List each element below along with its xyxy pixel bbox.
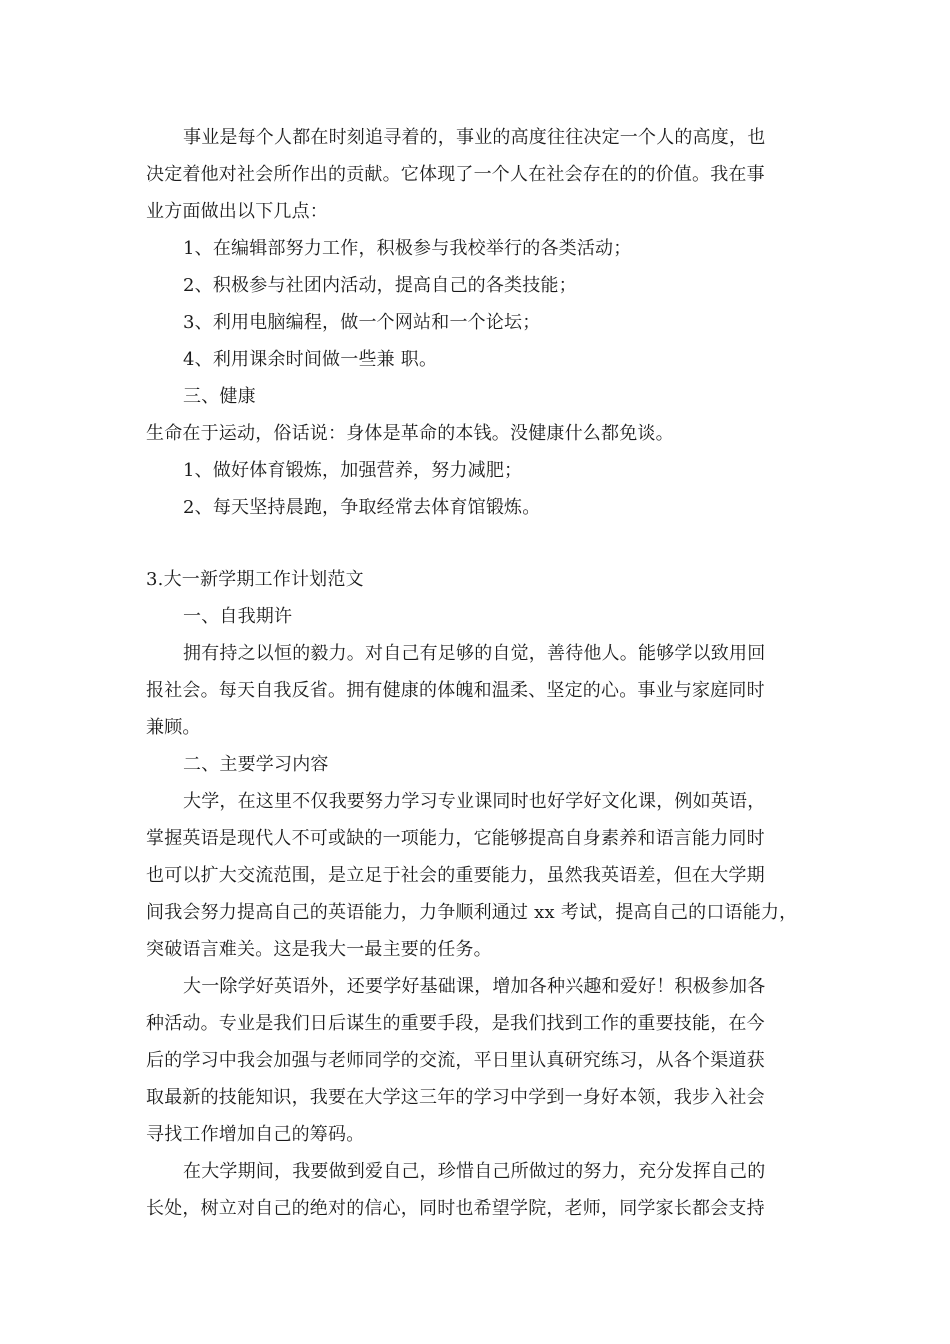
- section-heading-self-expectation: 一、自我期许: [183, 606, 293, 627]
- health-item-2: 2、每天坚持晨跑，争取经常去体育馆锻炼。: [183, 497, 541, 518]
- study-paragraph-3-line-2: 长处，树立对自己的绝对的信心，同时也希望学院，老师，同学家长都会支持: [146, 1198, 765, 1219]
- study-paragraph-3-line-1: 在大学期间，我要做到爱自己，珍惜自己所做过的努力，充分发挥自己的: [183, 1161, 766, 1182]
- study-paragraph-2-line-2: 种活动。专业是我们日后谋生的重要手段，是我们找到工作的重要技能，在今: [146, 1013, 765, 1034]
- study-paragraph-2-line-5: 寻找工作增加自己的筹码。: [146, 1124, 365, 1145]
- study-paragraph-1-line-2: 掌握英语是现代人不可或缺的一项能力，它能够提高自身素养和语言能力同时: [146, 828, 765, 849]
- section-heading-study-content: 二、主要学习内容: [183, 754, 329, 775]
- health-intro: 生命在于运动，俗话说：身体是革命的本钱。没健康什么都免谈。: [146, 423, 674, 444]
- self-expectation-line-2: 报社会。每天自我反省。拥有健康的体魄和温柔、坚定的心。事业与家庭同时: [146, 680, 765, 701]
- self-expectation-line-1: 拥有持之以恒的毅力。对自己有足够的自觉，善待他人。能够学以致用回: [183, 643, 766, 664]
- self-expectation-line-3: 兼顾。: [146, 717, 201, 738]
- career-paragraph-line-2: 决定着他对社会所作出的贡献。它体现了一个人在社会存在的的价值。我在事: [146, 164, 765, 185]
- study-paragraph-1-line-5: 突破语言难关。这是我大一最主要的任务。: [146, 939, 492, 960]
- study-paragraph-1-line-3: 也可以扩大交流范围，是立足于社会的重要能力，虽然我英语差，但在大学期: [146, 865, 765, 886]
- health-item-1: 1、做好体育锻炼，加强营养，努力减肥；: [183, 460, 523, 481]
- career-paragraph-line-3: 业方面做出以下几点：: [146, 201, 328, 222]
- career-paragraph-line-1: 事业是每个人都在时刻追寻着的，事业的高度往往决定一个人的高度，也: [183, 127, 766, 148]
- career-item-4: 4、利用课余时间做一些兼 职。: [183, 349, 438, 370]
- study-paragraph-1-line-4: 间我会努力提高自己的英语能力，力争顺利通过 xx 考试，提高自己的口语能力，: [146, 902, 798, 923]
- article-title: 3.大一新学期工作计划范文: [146, 569, 364, 590]
- study-paragraph-2-line-1: 大一除学好英语外，还要学好基础课，增加各种兴趣和爱好！积极参加各: [183, 976, 766, 997]
- health-heading: 三、健康: [183, 386, 256, 407]
- career-item-2: 2、积极参与社团内活动，提高自己的各类技能；: [183, 275, 577, 296]
- study-paragraph-2-line-4: 取最新的技能知识，我要在大学这三年的学习中学到一身好本领，我步入社会: [146, 1087, 765, 1108]
- study-paragraph-1-line-1: 大学，在这里不仅我要努力学习专业课同时也好学好文化课，例如英语，: [183, 791, 766, 812]
- study-paragraph-2-line-3: 后的学习中我会加强与老师同学的交流，平日里认真研究练习，从各个渠道获: [146, 1050, 765, 1071]
- career-item-3: 3、利用电脑编程，做一个网站和一个论坛；: [183, 312, 541, 333]
- career-item-1: 1、在编辑部努力工作，积极参与我校举行的各类活动；: [183, 238, 632, 259]
